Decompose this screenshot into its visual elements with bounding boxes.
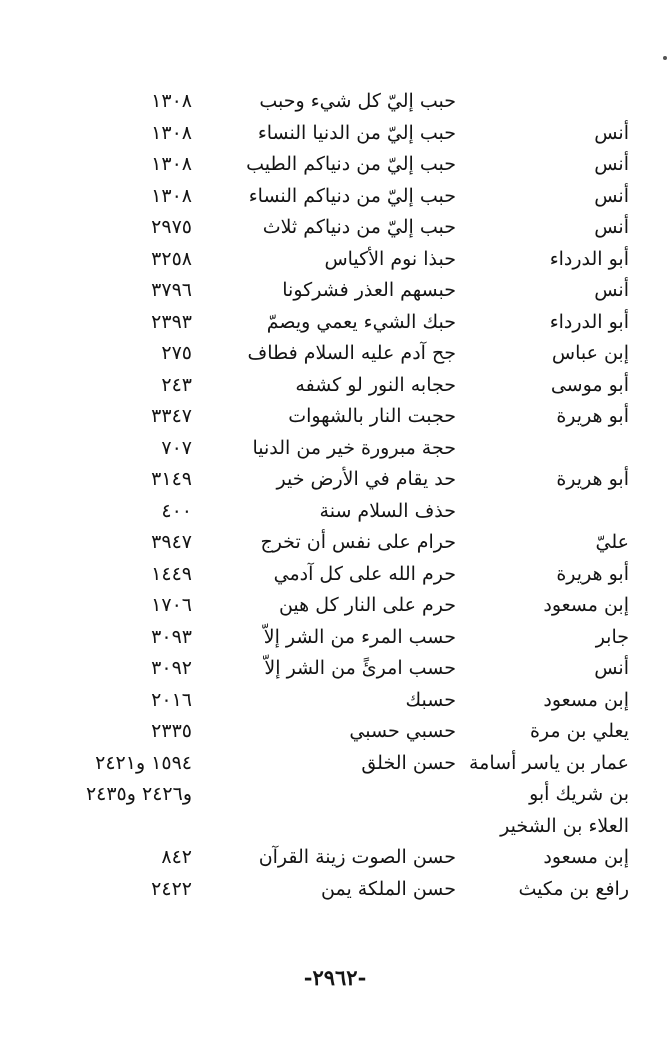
hadith-cell: حسبك <box>405 688 456 711</box>
table-row <box>0 433 670 465</box>
hadith-cell: حسبي حسبي <box>349 720 456 742</box>
narrator-cell: أنس <box>594 216 629 238</box>
narrator-cell: أبو الدرداء <box>549 310 629 333</box>
table-row <box>0 307 670 339</box>
hadith-cell: حبب إليّ من دنياكم الطيب <box>246 153 456 175</box>
table-row <box>0 527 670 559</box>
table-row <box>0 338 670 370</box>
number-cell: ١٤٤٩ <box>151 562 192 585</box>
hadith-cell: حد يقام في الأرض خير <box>276 468 456 490</box>
table-row <box>0 748 670 780</box>
hadith-cell: حسب امرئً من الشر إلاّ <box>264 657 456 679</box>
hadith-cell: حرام على نفس أن تخرج <box>260 531 456 553</box>
hadith-cell: حرم الله على كل آدمي <box>273 562 456 585</box>
number-cell: ٨٤٢ <box>161 846 192 868</box>
number-cell: ٣٠٩٣ <box>151 625 192 648</box>
number-cell: ٢٣٣٥ <box>151 720 192 742</box>
table-row <box>0 496 670 528</box>
hadith-cell: حسن الخلق <box>361 751 456 774</box>
number-cell: ٢٤٢٢ <box>151 877 192 900</box>
table-row <box>0 149 670 181</box>
number-cell: ١٣٠٨ <box>151 153 192 175</box>
number-cell: ٣٠٩٢ <box>151 657 192 679</box>
table-row <box>0 874 670 906</box>
hadith-cell: حبك الشيء يعمي ويصمّ <box>266 310 456 333</box>
narrator-cell: بن شريك أبو <box>529 783 629 805</box>
hadith-cell: حرم على النار كل هين <box>278 594 456 616</box>
narrator-cell: أنس <box>594 184 629 207</box>
table-row <box>0 118 670 150</box>
page-number: -٢٩٦٢- <box>303 965 367 990</box>
hadith-cell: حبذا نوم الأكياس <box>324 247 456 270</box>
narrator-cell: أنس <box>594 657 629 679</box>
number-cell: ٣٩٤٧ <box>151 531 192 553</box>
table-row <box>0 86 670 118</box>
number-cell: ٢٤٣ <box>161 373 192 396</box>
number-cell: ٣١٤٩ <box>151 468 192 490</box>
table-row <box>0 275 670 307</box>
narrator-cell: أبو الدرداء <box>549 247 629 270</box>
hadith-cell: حسب المرء من الشر إلاّ <box>263 625 456 648</box>
narrator-cell: رافع بن مكيث <box>518 877 629 900</box>
hadith-cell: جح آدم عليه السلام فطاف <box>247 342 456 364</box>
number-cell: ٣٧٩٦ <box>151 279 192 301</box>
narrator-cell: أبو هريرة <box>556 562 629 585</box>
hadith-cell: حذف السلام سنة <box>319 499 456 522</box>
index-table <box>0 86 670 905</box>
narrator-cell: العلاء بن الشخير <box>500 814 629 837</box>
table-row <box>0 559 670 591</box>
number-cell: ٣٢٥٨ <box>151 247 192 270</box>
narrator-cell: إبن عباس <box>551 342 629 364</box>
narrator-cell: أنس <box>594 279 629 301</box>
narrator-cell: عليّ <box>595 531 629 553</box>
narrator-cell: أبو هريرة <box>556 405 629 427</box>
number-cell: ١٣٠٨ <box>151 121 192 144</box>
narrator-cell: إبن مسعود <box>543 846 629 868</box>
hadith-cell: حجابه النور لو كشفه <box>295 373 456 396</box>
number-cell: ٣٣٤٧ <box>151 405 192 427</box>
number-cell: و٢٤٢٦ و٢٤٣٥ <box>85 783 192 805</box>
table-row <box>0 401 670 433</box>
hadith-cell: حبسهم العذر فشركونا <box>282 279 456 301</box>
number-cell: ٢٧٥ <box>161 342 192 364</box>
narrator-cell: أبو موسى <box>550 373 629 396</box>
narrator-cell: عمار بن ياسر أسامة <box>469 751 629 774</box>
number-cell: ١٥٩٤ و٢٤٢١ <box>95 751 192 774</box>
table-row <box>0 181 670 213</box>
narrator-cell: يعلي بن مرة <box>529 720 629 742</box>
table-row <box>0 685 670 717</box>
table-row <box>0 244 670 276</box>
number-cell: ١٣٠٨ <box>151 90 192 112</box>
number-cell: ٤٠٠ <box>161 499 192 522</box>
table-row <box>0 370 670 402</box>
table-row <box>0 590 670 622</box>
hadith-cell: حبب إليّ من الدنيا النساء <box>257 121 456 144</box>
narrator-cell: إبن مسعود <box>543 594 629 616</box>
narrator-cell: إبن مسعود <box>543 688 629 711</box>
number-cell: ٢٣٩٣ <box>151 310 192 333</box>
hadith-cell: حبب إليّ كل شيء وحبب <box>259 90 456 112</box>
narrator-cell: أنس <box>594 153 629 175</box>
hadith-cell: حبب إليّ من دنياكم ثلاث <box>262 216 456 238</box>
table-row <box>0 622 670 654</box>
table-row <box>0 212 670 244</box>
table-row <box>0 842 670 874</box>
number-cell: ٢٠١٦ <box>151 688 192 711</box>
narrator-cell: أنس <box>594 121 629 144</box>
table-row <box>0 811 670 843</box>
table-row <box>0 779 670 811</box>
narrator-cell: أبو هريرة <box>556 468 629 490</box>
hadith-cell: حسن الملكة يمن <box>321 877 456 900</box>
number-cell: ٧٠٧ <box>161 436 192 459</box>
hadith-cell: حبب إليّ من دنياكم النساء <box>248 184 456 207</box>
hadith-cell: حجة مبرورة خير من الدنيا <box>252 436 456 459</box>
hadith-cell: حسن الصوت زينة القرآن <box>258 846 456 868</box>
table-row <box>0 716 670 748</box>
table-row <box>0 464 670 496</box>
number-cell: ١٧٠٦ <box>151 594 192 616</box>
corner-dot <box>663 56 667 60</box>
number-cell: ١٣٠٨ <box>151 184 192 207</box>
table-row <box>0 653 670 685</box>
number-cell: ٢٩٧٥ <box>151 216 192 238</box>
hadith-cell: حجبت النار بالشهوات <box>288 405 456 427</box>
narrator-cell: جابر <box>595 625 629 648</box>
